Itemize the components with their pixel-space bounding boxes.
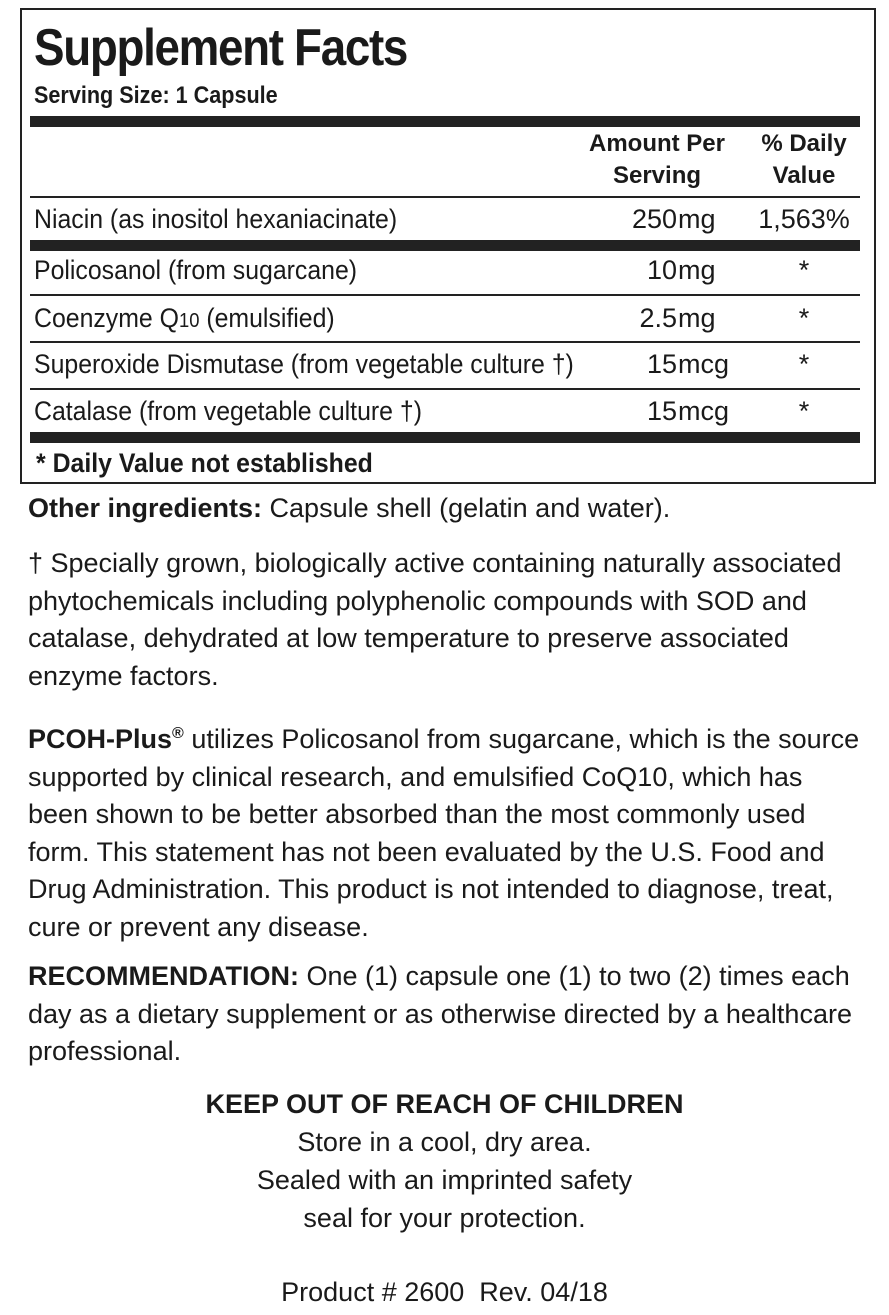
header-rule: [30, 196, 860, 198]
coq10-name-sub: 10: [178, 310, 200, 332]
row-dv-policosanol: *: [798, 255, 810, 285]
dv-header-line2: Value: [772, 162, 836, 189]
row-unit-catalase: mcg: [678, 396, 730, 426]
amount-header-line2: Serving: [612, 162, 702, 189]
row-amount-niacin: 250: [631, 204, 677, 234]
serving-size: Serving Size: 1 Capsule: [34, 82, 278, 109]
row-amount-coq10: 2.5: [639, 303, 677, 333]
row-amount-policosanol: 10: [646, 255, 677, 285]
row-amount-catalase: 15: [646, 396, 677, 426]
row-dv-catalase: *: [798, 396, 810, 426]
row-unit-policosanol: mg: [678, 255, 716, 285]
registered-mark: ®: [172, 725, 184, 742]
daily-value-header: [744, 128, 864, 192]
other-ingredients-label: Other ingredients:: [28, 493, 263, 523]
dv-header-line1: % Daily: [761, 130, 847, 157]
daily-value-footnote: * Daily Value not established: [36, 448, 373, 478]
product-number: Product # 2600 Rev. 04/18: [281, 1277, 608, 1307]
recommendation-label: RECOMMENDATION:: [28, 961, 299, 991]
brand-name: PCOH-Plus: [28, 724, 173, 754]
row-dv-niacin: 1,563%: [758, 204, 850, 234]
product-statement-text: utilizes Policosanol from sugarcane, which is the source supported by clinical research, and emulsified CoQ10, which has been shown to be better absorbed than the most commonly used form. This statement has not been evaluated by the U.S. Food and Drug Administration. This product is not intended to diagnose, treat, cure or prevent any disease.: [28, 724, 860, 942]
row-name-policosanol: Policosanol (from sugarcane): [34, 255, 358, 285]
row-rule: [30, 294, 860, 296]
row-amount-sod: 15: [646, 349, 677, 379]
coq10-name-post: (emulsified): [199, 303, 335, 333]
other-ingredients: [28, 490, 868, 528]
row-rule: [30, 341, 860, 343]
seal-line-2: seal for your protection.: [303, 1203, 586, 1233]
dagger-note: † Specially grown, biologically active containing naturally associated phytochemicals including polyphenolic compounds with SOD and catalase, dehydrated at low temperature to preserve associated enzyme factors.: [28, 548, 842, 691]
row-name-coq10: [34, 302, 335, 337]
row-unit-coq10: mg: [678, 303, 716, 333]
other-ingredients-text: Capsule shell (gelatin and water).: [262, 493, 671, 523]
row-dv-coq10: *: [798, 303, 810, 333]
supplement-facts-panel: [20, 8, 876, 484]
row-unit-niacin: mg: [678, 204, 716, 234]
product-statement: [28, 715, 868, 946]
row-name-sod: Superoxide Dismutase (from vegetable culture †): [34, 349, 574, 379]
top-thick-bar: [30, 116, 860, 127]
row-name-niacin: Niacin (as inositol hexaniacinate): [34, 204, 398, 234]
warning-heading: KEEP OUT OF REACH OF CHILDREN: [205, 1089, 684, 1119]
row-unit-sod: mcg: [678, 349, 730, 379]
recommendation: [28, 958, 868, 1071]
row-rule: [30, 388, 860, 390]
warnings-block: [0, 1085, 889, 1237]
row-dv-sod: *: [798, 349, 810, 379]
amount-per-serving-header: [582, 128, 732, 192]
mid-thick-bar: [30, 240, 860, 251]
coq10-name-pre: Coenzyme Q: [34, 303, 179, 333]
storage-line: Store in a cool, dry area.: [297, 1127, 592, 1157]
facts-title: Supplement Facts: [34, 19, 408, 77]
recommendation-text: One (1) capsule one (1) to two (2) times each day as a dietary supplement or as otherwise directed by a healthcare professional.: [28, 961, 852, 1066]
bottom-thick-bar: [30, 432, 860, 443]
amount-header-line1: Amount Per: [588, 130, 725, 157]
row-name-catalase: Catalase (from vegetable culture †): [34, 396, 422, 426]
seal-line-1: Sealed with an imprinted safety: [256, 1165, 633, 1195]
